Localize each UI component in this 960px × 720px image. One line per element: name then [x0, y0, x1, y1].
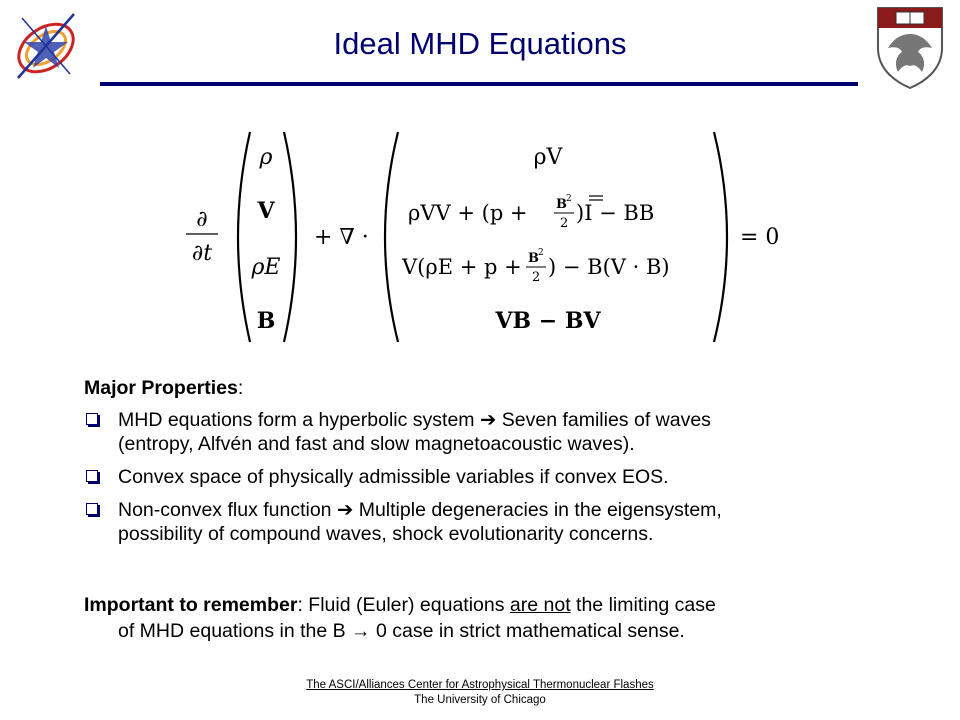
- flux-row-4: VB − BV: [495, 308, 601, 334]
- state-rho: ρ: [259, 145, 273, 170]
- note-line-2: [84, 618, 884, 644]
- flux-row-2-left: ρVV + (p +: [408, 201, 528, 225]
- bullet-1-text-c: (entropy, Alfvén and fast and slow magnetoacoustic waves).: [118, 433, 635, 455]
- flux-left-paren: [385, 132, 398, 342]
- flux-row-2-frac-den: 2: [560, 216, 569, 231]
- flux-row-3-right: ) − B(V · B): [548, 255, 670, 279]
- bullet-1-text-b: Seven families of waves: [501, 409, 711, 431]
- flux-row-2-frac-num: B: [556, 197, 567, 212]
- slide-footer: [0, 678, 960, 708]
- flux-row-2-frac-sup: 2: [566, 194, 572, 204]
- right-arrow-icon: ➔: [336, 499, 354, 521]
- center-link[interactable]: The ASCI/Alliances Center for Astrophysical Thermonuclear Flashes: [306, 679, 654, 691]
- properties-heading-label: Major Properties: [84, 377, 238, 399]
- flux-row-3-frac-sup: 2: [538, 248, 544, 258]
- list-item: [84, 408, 884, 456]
- mhd-equation: [176, 128, 796, 346]
- note-text-b: the limiting case: [576, 594, 716, 616]
- slide-title: Ideal MHD Equations: [333, 26, 627, 61]
- note-label: Important to remember: [84, 594, 298, 616]
- university-name: The University of Chicago: [414, 694, 546, 706]
- list-item: [84, 465, 884, 489]
- note-line2-a: of MHD equations in the B: [118, 620, 346, 642]
- divergence-operator: + ∇ ·: [314, 225, 369, 250]
- derivative-numerator: ∂: [196, 207, 208, 232]
- checkbox-bullet-icon: [86, 413, 98, 425]
- important-note: [84, 592, 884, 644]
- major-properties: [84, 376, 884, 555]
- bullet-3-text-a: Non-convex flux function: [118, 499, 332, 521]
- flux-right-paren: [714, 132, 727, 342]
- state-left-paren: [238, 132, 250, 342]
- flux-row-3-left: V(ρE + p +: [402, 255, 522, 279]
- note-text-a: Fluid (Euler) equations: [308, 594, 505, 616]
- state-energy: ρE: [251, 255, 281, 280]
- properties-heading: [84, 376, 884, 400]
- properties-heading-colon: :: [237, 377, 244, 399]
- flux-row-2-right: )I − BB: [576, 201, 655, 225]
- limit-arrow-icon: →: [351, 620, 371, 642]
- note-line2-b: 0 case in strict mathematical sense.: [375, 620, 685, 642]
- note-emphasis: are not: [509, 594, 571, 616]
- state-right-paren: [284, 132, 296, 342]
- equals-zero: = 0: [740, 225, 780, 250]
- flux-row-1: ρV: [533, 145, 563, 170]
- list-item: [84, 498, 884, 546]
- note-colon: :: [297, 594, 303, 616]
- right-arrow-icon: ➔: [479, 409, 497, 431]
- bullet-1-text-a: MHD equations form a hyperbolic system: [118, 409, 475, 431]
- state-velocity: V: [257, 198, 275, 224]
- title-underline: [100, 82, 858, 86]
- derivative-denominator: ∂t: [191, 241, 213, 266]
- flux-row-3-frac-den: 2: [532, 270, 541, 285]
- mhd-equation-svg: [176, 128, 796, 346]
- bullet-2-text: Convex space of physically admissible variables if convex EOS.: [118, 466, 669, 488]
- state-magnetic: B: [256, 308, 276, 334]
- bullet-3-text-c: possibility of compound waves, shock evolutionarity concerns.: [118, 523, 654, 545]
- checkbox-bullet-icon: [86, 470, 98, 482]
- flux-row-3-frac-num: B: [528, 251, 539, 266]
- checkbox-bullet-icon: [86, 503, 98, 515]
- bullet-3-text-b: Multiple degeneracies in the eigensystem,: [358, 499, 722, 521]
